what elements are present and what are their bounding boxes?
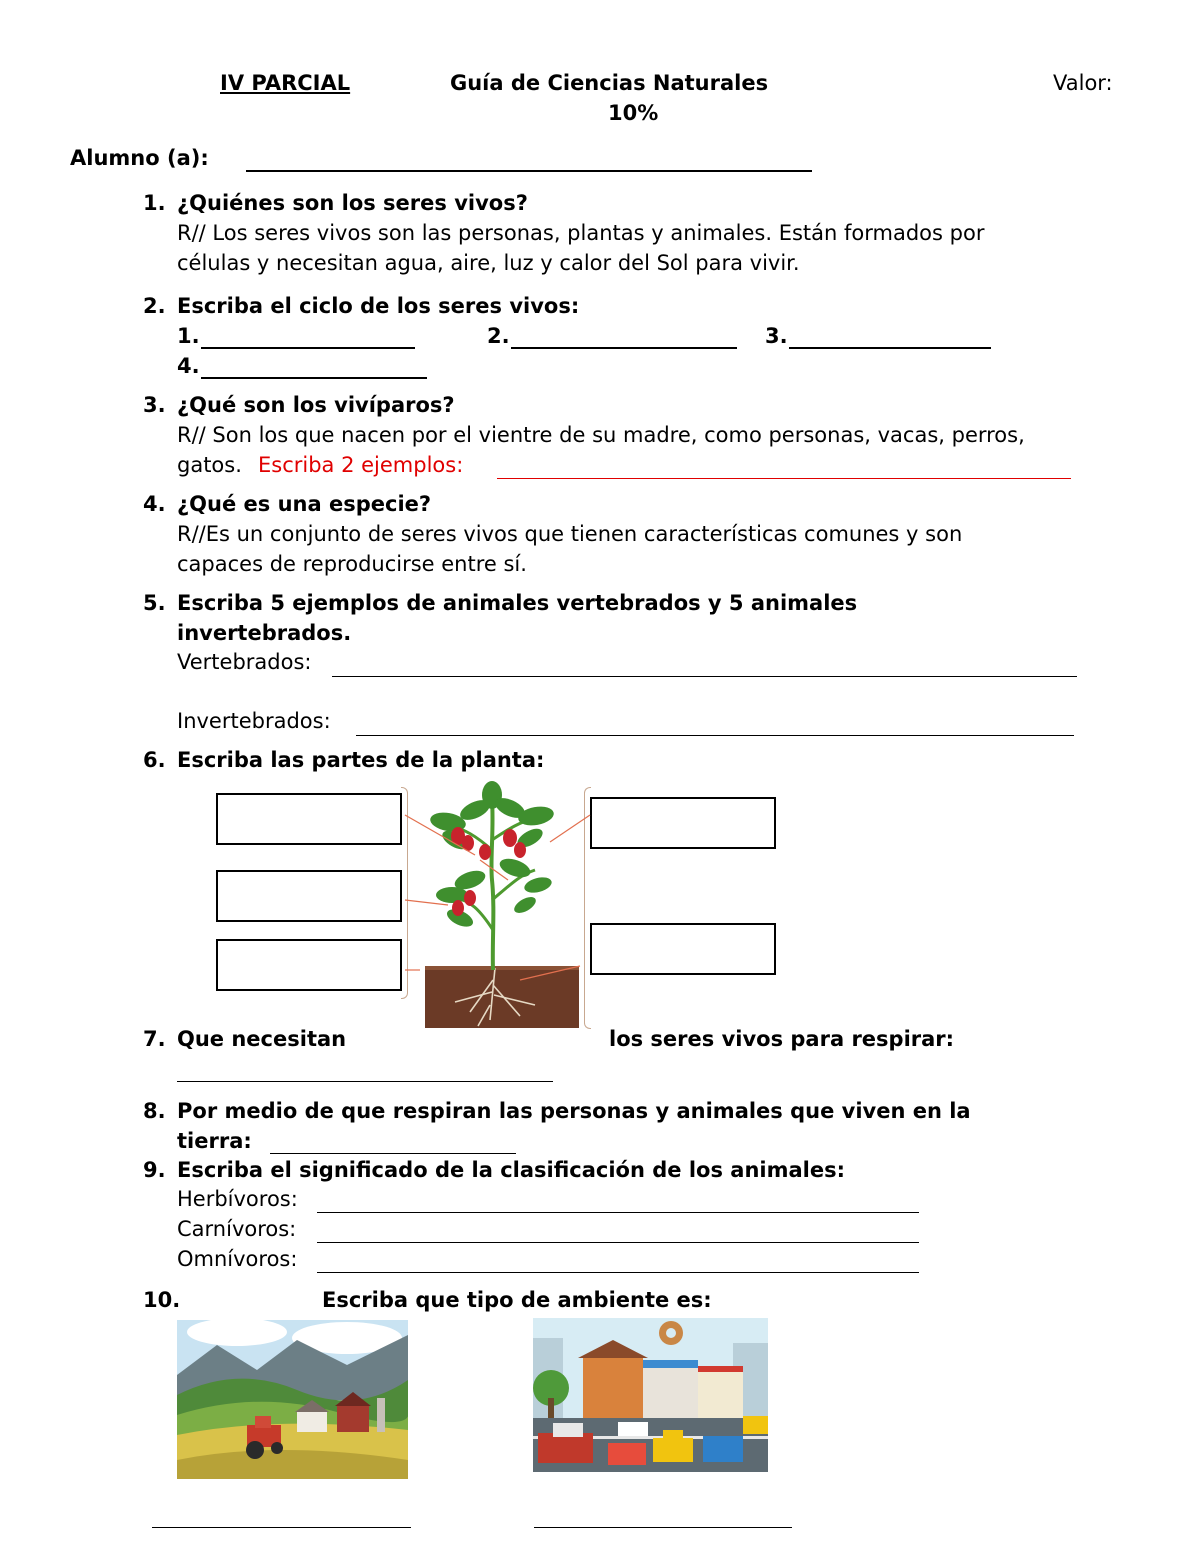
q2-blank-2-line[interactable] [511, 347, 737, 349]
q5-invertebrados-line[interactable] [356, 735, 1074, 736]
q3-answer-line2: gatos. [177, 453, 242, 477]
q9-omnivoros-line[interactable] [317, 1272, 919, 1273]
q2-blank-1-label: 1. [177, 324, 200, 348]
q9-carnivoros-label: Carnívoros: [177, 1217, 297, 1241]
q8-number: 8. [143, 1099, 166, 1123]
q1-number: 1. [143, 191, 166, 215]
q4-answer-line2: capaces de reproducirse entre sí. [177, 552, 527, 576]
q7-title-part1: Que necesitan [177, 1027, 347, 1051]
q4-answer-line1: R//Es un conjunto de seres vivos que tienen características comunes y son [177, 522, 963, 546]
q2-blank-2-label: 2. [487, 324, 510, 348]
rural-landscape-image [177, 1320, 408, 1479]
q9-number: 9. [143, 1158, 166, 1182]
q3-examples-line[interactable] [497, 478, 1071, 479]
q7-title-part2: los seres vivos para respirar: [609, 1027, 955, 1051]
q8-answer-line[interactable] [270, 1153, 516, 1154]
q5-vertebrados-label: Vertebrados: [177, 650, 312, 674]
q4-number: 4. [143, 492, 166, 516]
q2-blank-1-line[interactable] [201, 347, 415, 349]
q7-answer-line[interactable] [177, 1081, 553, 1082]
q2-blank-3-line[interactable] [789, 347, 991, 349]
plant-part-box-left-1[interactable] [216, 793, 402, 845]
parcial-label: IV PARCIAL [220, 71, 351, 95]
q6-number: 6. [143, 748, 166, 772]
q10-number: 10. [143, 1288, 181, 1312]
q10-title: Escriba que tipo de ambiente es: [322, 1288, 712, 1312]
q2-blank-3-label: 3. [765, 324, 788, 348]
q10-rural-answer-line[interactable] [152, 1527, 411, 1528]
q5-vertebrados-line[interactable] [332, 676, 1077, 677]
q1-answer-line1: R// Los seres vivos son las personas, plantas y animales. Están formados por [177, 221, 985, 245]
q6-title: Escriba las partes de la planta: [177, 748, 545, 772]
plant-part-box-left-3[interactable] [216, 939, 402, 991]
q2-number: 2. [143, 294, 166, 318]
q5-number: 5. [143, 591, 166, 615]
plant-part-box-right-2[interactable] [590, 923, 776, 975]
q3-answer-line1: R// Son los que nacen por el vientre de su madre, como personas, vacas, perros, [177, 423, 1025, 447]
q8-title-line1: Por medio de que respiran las personas y animales que viven en la [177, 1099, 971, 1123]
student-label: Alumno (a): [70, 146, 209, 170]
q5-title-line1: Escriba 5 ejemplos de animales vertebrados y 5 animales [177, 591, 858, 615]
q5-invertebrados-label: Invertebrados: [177, 709, 331, 733]
q3-title: ¿Qué son los vivíparos? [177, 393, 455, 417]
document-title: Guía de Ciencias Naturales [450, 71, 769, 95]
q9-herbivoros-label: Herbívoros: [177, 1187, 298, 1211]
plant-diagram-icon [400, 780, 600, 1032]
q9-omnivoros-label: Omnívoros: [177, 1247, 298, 1271]
urban-city-image [533, 1318, 768, 1472]
plant-part-box-left-2[interactable] [216, 870, 402, 922]
q1-title: ¿Quiénes son los seres vivos? [177, 191, 528, 215]
q1-answer-line2: células y necesitan agua, aire, luz y calor del Sol para vivir. [177, 251, 800, 275]
q2-title: Escriba el ciclo de los seres vivos: [177, 294, 580, 318]
valor-value: 10% [608, 101, 659, 125]
valor-label: Valor: [1053, 71, 1113, 95]
plant-part-box-right-1[interactable] [590, 797, 776, 849]
q4-title: ¿Qué es una especie? [177, 492, 432, 516]
q8-title-line2: tierra: [177, 1129, 252, 1153]
q3-instruction: Escriba 2 ejemplos: [258, 453, 464, 477]
q7-number: 7. [143, 1027, 166, 1051]
q10-urban-answer-line[interactable] [534, 1527, 792, 1528]
q2-blank-4-line[interactable] [201, 377, 427, 379]
q3-number: 3. [143, 393, 166, 417]
q9-herbivoros-line[interactable] [317, 1212, 919, 1213]
q5-title-line2: invertebrados. [177, 621, 352, 645]
q2-blank-4-label: 4. [177, 354, 200, 378]
student-name-line[interactable] [246, 170, 812, 172]
q9-carnivoros-line[interactable] [317, 1242, 919, 1243]
q9-title: Escriba el significado de la clasificación de los animales: [177, 1158, 845, 1182]
